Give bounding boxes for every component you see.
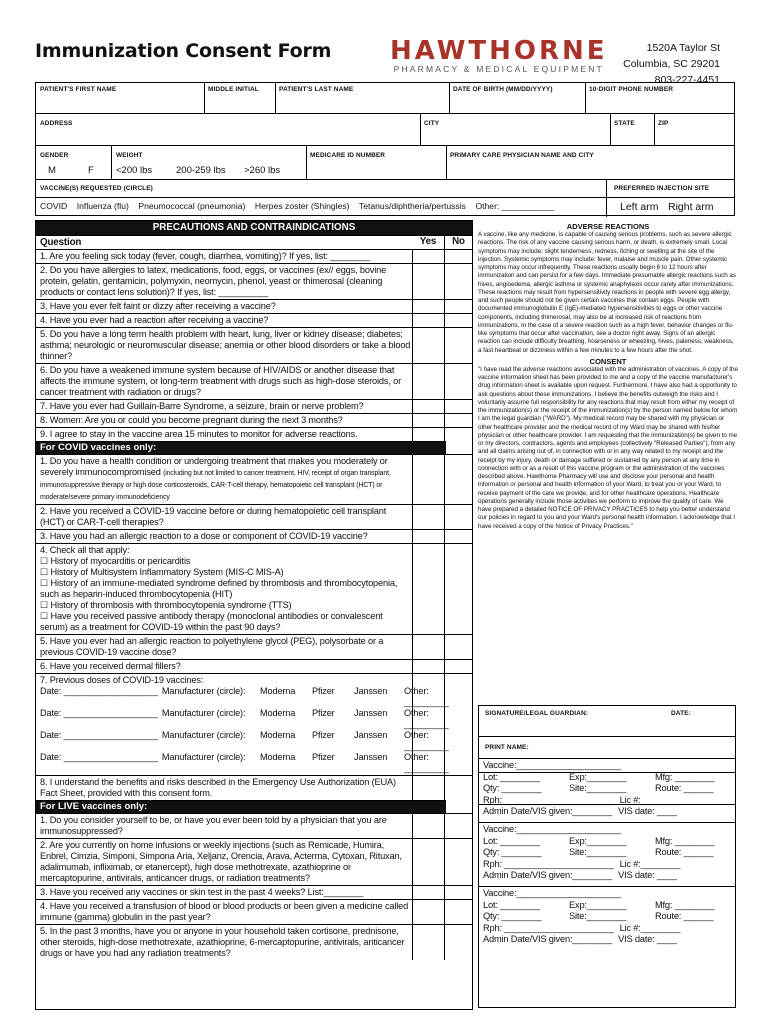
admin-exp-field[interactable]: Exp:________ — [569, 771, 627, 782]
yes-checkbox[interactable] — [412, 364, 444, 399]
no-checkbox[interactable] — [444, 428, 472, 441]
dose-row — [40, 730, 449, 752]
admin-record-block — [479, 822, 735, 886]
gender-m-option[interactable]: M — [48, 165, 56, 176]
table-row — [36, 249, 472, 263]
admin-vaccine-field[interactable]: Vaccine:_____________________ — [483, 823, 621, 834]
yes-checkbox[interactable] — [412, 886, 444, 899]
table-row — [36, 529, 472, 543]
yes-checkbox[interactable] — [412, 900, 444, 924]
no-checkbox[interactable] — [444, 660, 472, 673]
other-field[interactable]: Other: _________ — [404, 730, 449, 751]
adverse-text: A vaccine, like any medicine, is capable of causing serious problems, such as severe allergic reactions. The risk of any vaccine causing serious harm, or death, is extremely small. Local symptoms may include: slight tenderness, redness, itching or swelling at the site of the injection. Systemic symptoms may include: fever, malaise and muscle pain. Other systemic symptoms may occur infrequently. These reactions usually begin 6 to 12 hours after immunization and can persist for a few days. Immediate presumable allergic reactions such as hives, angioedema, allergic asthma or systemic anaphylaxis occur rarely after immunizations. These reactions may result from hypersensitivity reactions in people with severe egg allergy, and such people should not be given certain vaccines that contain eggs. People with documented immunoglobulin E (IgE)-mediated hypersensitivities to eggs or other vaccine components, including thimerosal, may also be at increased risk of reactions from immunizations. In the case of a severe reaction such as a high fever, behavior changes or flu-like symptoms that occur after vaccination, see a doctor right away. Signs of an allergic reaction can include difficulty breathing, hoarseness or wheezing, hives, paleness, weakness, a fast heartbeat or dizziness within a few minutes to a few hours after the shot. — [478, 231, 736, 354]
yes-checkbox[interactable] — [412, 925, 444, 960]
question-note: (including but not limited to cancer treatment, HIV, receipt of organ transplant, immunosuppressive therapy or high dose corticosteroids, CAR-T-cell therapy, hematopoietic cell transplant (HCT) or moderate/severe primary immunodeficiency — [40, 470, 391, 501]
injection-site-label: PREFERRED INJECTION SITE — [614, 185, 710, 192]
question-column-header: Question — [40, 237, 82, 248]
weight-option-1[interactable]: <200 lbs — [116, 165, 153, 176]
admin-mfg-field[interactable]: Mfg: ________ — [655, 899, 715, 910]
other-field[interactable]: Other: _________ — [404, 686, 449, 707]
no-checkbox[interactable] — [444, 814, 472, 838]
precautions-header: PRECAUTIONS AND CONTRAINDICATIONS — [36, 221, 472, 235]
yes-checkbox[interactable] — [412, 300, 444, 313]
admin-admin-date-field[interactable]: Admin Date/VIS given:________ — [483, 870, 613, 881]
adverse-header: ADVERSE REACTIONS — [566, 222, 650, 231]
no-checkbox[interactable] — [444, 635, 472, 659]
administration-records — [478, 758, 736, 1008]
yes-checkbox[interactable] — [412, 414, 444, 427]
question-text: 4. Check all that apply: — [40, 545, 130, 555]
admin-rph-field[interactable]: Rph: ______________________ — [483, 794, 614, 805]
no-checkbox[interactable] — [444, 530, 472, 543]
table-row — [36, 413, 472, 427]
admin-exp-field[interactable]: Exp:________ — [569, 899, 627, 910]
yes-checkbox[interactable] — [412, 660, 444, 673]
table-row — [36, 299, 472, 313]
check-item[interactable]: ☐ History of thrombosis with thrombocytopenia syndrome (TTS) — [40, 600, 292, 610]
table-row — [36, 673, 472, 775]
left-arm-option[interactable]: Left arm — [620, 201, 659, 213]
check-item[interactable]: ☐ History of myocarditis or pericarditis — [40, 556, 191, 566]
pcp-field[interactable]: PRIMARY CARE PHYSICIAN NAME AND CITY — [450, 152, 594, 159]
city-field[interactable]: CITY — [424, 120, 440, 127]
right-arm-option[interactable]: Right arm — [668, 201, 714, 213]
dose-date-label: Date: ___________________ — [40, 708, 158, 718]
admin-vis-date-field[interactable]: VIS date: ____ — [618, 806, 677, 817]
admin-lot-field[interactable]: Lot: ________ — [483, 771, 540, 782]
admin-site-field[interactable]: Site:________ — [569, 847, 627, 858]
vaccine-options[interactable]: COVID Influenza (flu) Pneumococcal (pneumonia) Herpes zoster (Shingles) Tetanus/diphtheria/pertussis Other: ___________ — [40, 201, 555, 211]
janssen-option[interactable]: Janssen — [354, 686, 388, 696]
yes-checkbox[interactable] — [412, 314, 444, 327]
dose-date-label: Date: ___________________ — [40, 686, 158, 696]
yes-checkbox[interactable] — [412, 839, 444, 885]
table-row — [36, 454, 472, 504]
no-checkbox[interactable] — [444, 886, 472, 899]
no-checkbox[interactable] — [444, 544, 472, 634]
admin-lot-field[interactable]: Lot: ________ — [483, 835, 540, 846]
moderna-option[interactable]: Moderna — [260, 708, 296, 718]
no-checkbox[interactable] — [444, 300, 472, 313]
question-text: 3. Have you ever felt faint or dizzy after receiving a vaccine? — [40, 301, 276, 311]
pfizer-option[interactable]: Pfizer — [312, 752, 335, 762]
last-name-field[interactable]: PATIENT'S LAST NAME — [279, 86, 354, 93]
admin-qty-field[interactable]: Qty: ________ — [483, 783, 542, 794]
no-checkbox[interactable] — [444, 900, 472, 924]
live-section-header: For LIVE vaccines only: — [36, 800, 446, 813]
moderna-option[interactable]: Moderna — [260, 752, 296, 762]
adverse-reactions-section — [478, 222, 738, 531]
admin-mfg-field[interactable]: Mfg: ________ — [655, 771, 715, 782]
question-text: 8. Women: Are you or could you become pregnant during the next 3 months? — [40, 415, 343, 425]
other-field[interactable]: Other: _________ — [404, 752, 449, 773]
table-row — [36, 813, 472, 838]
question-text: 6. Do you have a weakened immune system because of HIV/AIDS or another disease that affects the immune system, or long-term treatment with drugs such as high-dose steroids, or cancer treatment with radiation or drugs? — [40, 365, 401, 397]
table-row — [36, 363, 472, 399]
print-name-field[interactable]: PRINT NAME: — [485, 744, 529, 751]
weight-label: WEIGHT — [116, 152, 143, 159]
gender-f-option[interactable]: F — [88, 165, 94, 176]
admin-vaccine-field[interactable]: Vaccine:_____________________ — [483, 887, 621, 898]
no-checkbox[interactable] — [444, 400, 472, 413]
admin-site-field[interactable]: Site:________ — [569, 911, 627, 922]
admin-rph-field[interactable]: Rph: ______________________ — [483, 922, 614, 933]
admin-route-field[interactable]: Route: ______ — [655, 911, 714, 922]
gender-label: GENDER — [40, 152, 69, 159]
question-text: 5. Do you have a long term health problem with heart, lung, liver or kidney disease; diabetes; asthma; neurologic or neuromuscular disease; anemia or other blood disorders or take a blood thinner? — [40, 329, 411, 361]
logo-text: HAWTHORNE — [390, 36, 608, 66]
check-item[interactable]: ☐ Have you received passive antibody therapy (monoclonal antibodies or convalescent serum) as a treatment for COVID-19 within the past 90 days? — [40, 611, 383, 632]
weight-option-2[interactable]: 200-259 lbs — [176, 165, 226, 176]
moderna-option[interactable]: Moderna — [260, 730, 296, 740]
address-city: Columbia, SC 29201 — [623, 58, 720, 70]
admin-exp-field[interactable]: Exp:________ — [569, 835, 627, 846]
manufacturer-label: Manufacturer (circle): — [161, 730, 246, 740]
question-text: 1. Do you have a health condition or undergoing treatment that makes you moderately or severely immunocompromised — [40, 456, 388, 477]
no-checkbox[interactable] — [444, 839, 472, 885]
consent-text: "I have read the adverse reactions associated with the administration of vaccines. A copy of the vaccine information sheet has been provided to me and a copy of the vaccine manufacturer's drug information sheet is available upon request. Furthermore, I have also had a opportunity to ask questions about these immunizations. I believe the benefits outweigh the risks and I voluntarily assume full responsibility for any reactions that may result from either my receipt of the immunization(s) or the receipt of the immunization(s) by the person named below for whom I am the legal guardian ("WARD"). My medical record may be shared with my physician or other healthcare provider and the medical record of my Ward may be shared with his/her physician or other healthcare provider. I am requesting that the immunization(s) be given to me or my directors, contractors, agents and employees (collectively "Released Parties"), from any and all claims arising out of, in connection with or in any way related to my receipt and the receipt by my injury, death or damage suffered or sustained by any person at any time in connection with or as a result of this vaccine program or the administration of the vaccines described above. Hawthorne Pharmacy will use and disclose your personal and health information or personal and health information of your Ward, to treat you or your Ward, to receive payment of the care we provide, and for other healthcare operations. Healthcare operations generally include those activities we perform to improve the quality of care. We have prepared a detailed NOTICE OF PRIVACY PRACTICES to help you better understand our policies in regard to you and your Ward's personal health information. I acknowledge that I have received a copy of the Notice of Privacy Practices." — [478, 365, 738, 530]
dose-date-label: Date: ___________________ — [40, 730, 158, 740]
table-row — [36, 327, 472, 363]
yes-checkbox[interactable] — [412, 264, 444, 299]
question-text: 1. Are you feeling sick today (fever, cough, diarrhea, vomiting)? If yes, list: ________ — [40, 251, 370, 261]
manufacturer-label: Manufacturer (circle): — [161, 708, 246, 718]
admin-record-block — [479, 886, 735, 950]
no-checkbox[interactable] — [444, 250, 472, 263]
admin-vis-date-field[interactable]: VIS date: ____ — [618, 870, 677, 881]
janssen-option[interactable]: Janssen — [354, 752, 388, 762]
janssen-option[interactable]: Janssen — [354, 730, 388, 740]
yes-checkbox[interactable] — [412, 400, 444, 413]
admin-site-field[interactable]: Site:________ — [569, 783, 627, 794]
admin-route-field[interactable]: Route: ______ — [655, 847, 714, 858]
yes-checkbox[interactable] — [412, 544, 444, 634]
state-field[interactable]: STATE — [614, 120, 635, 127]
yes-checkbox[interactable] — [412, 455, 444, 504]
no-checkbox[interactable] — [444, 314, 472, 327]
weight-option-3[interactable]: >260 lbs — [244, 165, 281, 176]
yes-checkbox[interactable] — [412, 530, 444, 543]
table-row — [36, 543, 472, 634]
zip-field[interactable]: ZIP — [658, 120, 669, 127]
hawthorne-logo — [390, 36, 608, 74]
admin-qty-field[interactable]: Qty: ________ — [483, 911, 542, 922]
admin-vaccine-field[interactable]: Vaccine:_____________________ — [483, 760, 621, 770]
consent-header: CONSENT — [589, 356, 627, 366]
dose-row — [40, 686, 449, 708]
table-row — [36, 427, 472, 441]
question-text: 3. Have you received any vaccines or skin test in the past 4 weeks? List:________ — [40, 887, 364, 897]
table-row — [36, 885, 472, 899]
no-checkbox[interactable] — [444, 925, 472, 960]
middle-initial-field[interactable]: MIDDLE INITIAL — [208, 86, 259, 93]
admin-vis-date-field[interactable]: VIS date: ____ — [618, 934, 677, 945]
yes-checkbox[interactable] — [412, 328, 444, 363]
table-header-row — [36, 235, 472, 249]
admin-lic-field[interactable]: Lic #:________ — [619, 922, 681, 933]
check-item[interactable]: ☐ History of Multisystem Inflammatory System (MIS-C MIS-A) — [40, 567, 284, 577]
question-text: 3. Have you had an allergic reaction to a dose or component of COVID-19 vaccine? — [40, 531, 368, 541]
dose-date-field[interactable] — [40, 686, 260, 708]
table-row — [36, 399, 472, 413]
yes-column-header: Yes — [419, 236, 437, 247]
yes-checkbox[interactable] — [412, 505, 444, 529]
question-text: 6. Have you received dermal fillers? — [40, 661, 181, 671]
table-row — [36, 838, 472, 885]
dose-row — [40, 708, 449, 730]
yes-checkbox[interactable] — [412, 776, 444, 800]
logo-subtitle: PHARMACY & MEDICAL EQUIPMENT — [393, 64, 604, 74]
address-phone: 803-227-4451 — [654, 74, 720, 86]
question-text: 5. In the past 3 months, have you or anyone in your household taken cortisone, prednisone, other steroids, high-dose methotrexate, azathioprine, 6-mercaptopurine, antivirals, anticancer drugs or have you had any radiation treatments? — [40, 926, 405, 958]
question-text: 1. Do you consider yourself to be, or have you ever been told by a physician that you are immunosuppressed? — [40, 815, 387, 836]
no-checkbox[interactable] — [444, 776, 472, 800]
no-checkbox[interactable] — [444, 414, 472, 427]
dob-field[interactable]: DATE OF BIRTH (MM/DD/YYYY) — [453, 86, 553, 93]
table-row — [36, 313, 472, 327]
vaccines-label: VACCINE(S) REQUESTED (CIRCLE) — [40, 185, 153, 192]
yes-checkbox[interactable] — [412, 814, 444, 838]
admin-lot-field[interactable]: Lot: ________ — [483, 899, 540, 910]
no-checkbox[interactable] — [444, 455, 472, 504]
table-row — [36, 924, 472, 960]
dose-date-field[interactable] — [40, 708, 260, 730]
dose-date-field[interactable] — [40, 752, 260, 774]
patient-info-grid — [35, 82, 735, 216]
table-row — [36, 899, 472, 924]
form-title: Immunization Consent Form — [35, 40, 332, 62]
yes-checkbox[interactable] — [412, 674, 444, 775]
admin-lic-field[interactable]: Lic #:________ — [619, 794, 681, 805]
pfizer-option[interactable]: Pfizer — [312, 730, 335, 740]
address-field[interactable]: ADDRESS — [40, 120, 73, 127]
no-column-header: No — [444, 236, 472, 249]
dose-row — [40, 752, 449, 774]
question-text: 4. Have you received a transfusion of blood or blood products or been given a medicine called immune (gamma) globulin in the past year? — [40, 901, 409, 922]
moderna-option[interactable]: Moderna — [260, 686, 296, 696]
no-checkbox[interactable] — [444, 505, 472, 529]
table-row — [36, 504, 472, 529]
yes-checkbox[interactable] — [412, 428, 444, 441]
no-checkbox[interactable] — [444, 364, 472, 399]
signature-date-field[interactable]: DATE: — [671, 710, 691, 717]
no-checkbox[interactable] — [444, 328, 472, 363]
question-text: 2. Do you have allergies to latex, medications, food, eggs, or vaccines (ex// eggs, bovine protein, gelatin, gentamicin, polymyxin, neomycin, phenol, yeast or thimerosal (cleaning products or contact lens solution)? If yes, list: __________ — [40, 265, 387, 297]
table-row — [36, 659, 472, 673]
manufacturer-label: Manufacturer (circle): — [161, 686, 246, 696]
admin-admin-date-field[interactable]: Admin Date/VIS given:________ — [483, 806, 613, 817]
admin-rph-field[interactable]: Rph: ______________________ — [483, 858, 614, 869]
manufacturer-label: Manufacturer (circle): — [161, 752, 246, 762]
yes-checkbox[interactable] — [412, 635, 444, 659]
admin-mfg-field[interactable]: Mfg: ________ — [655, 835, 715, 846]
janssen-option[interactable]: Janssen — [354, 708, 388, 718]
precautions-table — [35, 220, 473, 1010]
pfizer-option[interactable]: Pfizer — [312, 686, 335, 696]
signature-field[interactable]: SIGNATURE/LEGAL GUARDIAN: — [485, 710, 589, 717]
admin-route-field[interactable]: Route: ______ — [655, 783, 714, 794]
question-text: 5. Have you ever had an allergic reaction to polyethylene glycol (PEG), polysorbate or a previous COVID-19 vaccine dose? — [40, 636, 384, 657]
address-street: 1520A Taylor St — [646, 42, 720, 54]
medicare-field[interactable]: MEDICARE ID NUMBER — [310, 152, 386, 159]
question-text: 7. Previous doses of COVID-19 vaccines: — [40, 675, 204, 685]
question-text: 2. Are you currently on home infusions or weekly injections (such as Remicade, Humira, Enbrel, Cimzia, Simponi, Simpona Aria, Xeljanz, Orencia, Arava, Acterma, Cytoxan, Rituxan, adalimumab, infliximab, or etanercept), high dose methotrexate, azathioprine or mercaptopurine, antivirals, anticancer drugs, or radiation treatments? — [40, 840, 402, 883]
question-text: 8. I understand the benefits and risks described in the Emergency Use Authorization (EUA) Fact Sheet, provided with this consent form. — [40, 777, 396, 798]
phone-field[interactable]: 10-DIGIT PHONE NUMBER — [589, 86, 674, 93]
dose-date-label: Date: ___________________ — [40, 752, 158, 762]
question-text: 9. I agree to stay in the vaccine area 15 minutes to monitor for adverse reactions. — [40, 429, 358, 439]
admin-lic-field[interactable]: Lic #:________ — [619, 858, 681, 869]
other-field[interactable]: Other: _________ — [404, 708, 449, 729]
no-checkbox[interactable] — [444, 674, 472, 775]
table-row — [36, 775, 472, 800]
pharmacy-address — [623, 40, 720, 88]
question-text: 2. Have you received a COVID-19 vaccine before or during hematopoietic cell transplant (HCT) or CAR-T-cell therapies? — [40, 506, 387, 527]
pfizer-option[interactable]: Pfizer — [312, 708, 335, 718]
no-checkbox[interactable] — [444, 264, 472, 299]
yes-checkbox[interactable] — [412, 250, 444, 263]
admin-admin-date-field[interactable]: Admin Date/VIS given:________ — [483, 934, 613, 945]
table-row — [36, 634, 472, 659]
admin-record-block — [479, 759, 735, 822]
dose-date-field[interactable] — [40, 730, 260, 752]
first-name-field[interactable]: PATIENT'S FIRST NAME — [40, 86, 117, 93]
check-item[interactable]: ☐ History of an immune-mediated syndrome defined by thrombosis and thrombocytopenia, such as heparin-induced thrombocytopenia (HIT) — [40, 578, 398, 599]
question-text: 7. Have you ever had Guillain-Barre Syndrome, a seizure, brain or nerve problem? — [40, 401, 364, 411]
question-text: 4. Have you ever had a reaction after receiving a vaccine? — [40, 315, 269, 325]
table-row — [36, 263, 472, 299]
covid-section-header: For COVID vaccines only: — [36, 441, 446, 454]
admin-qty-field[interactable]: Qty: ________ — [483, 847, 542, 858]
